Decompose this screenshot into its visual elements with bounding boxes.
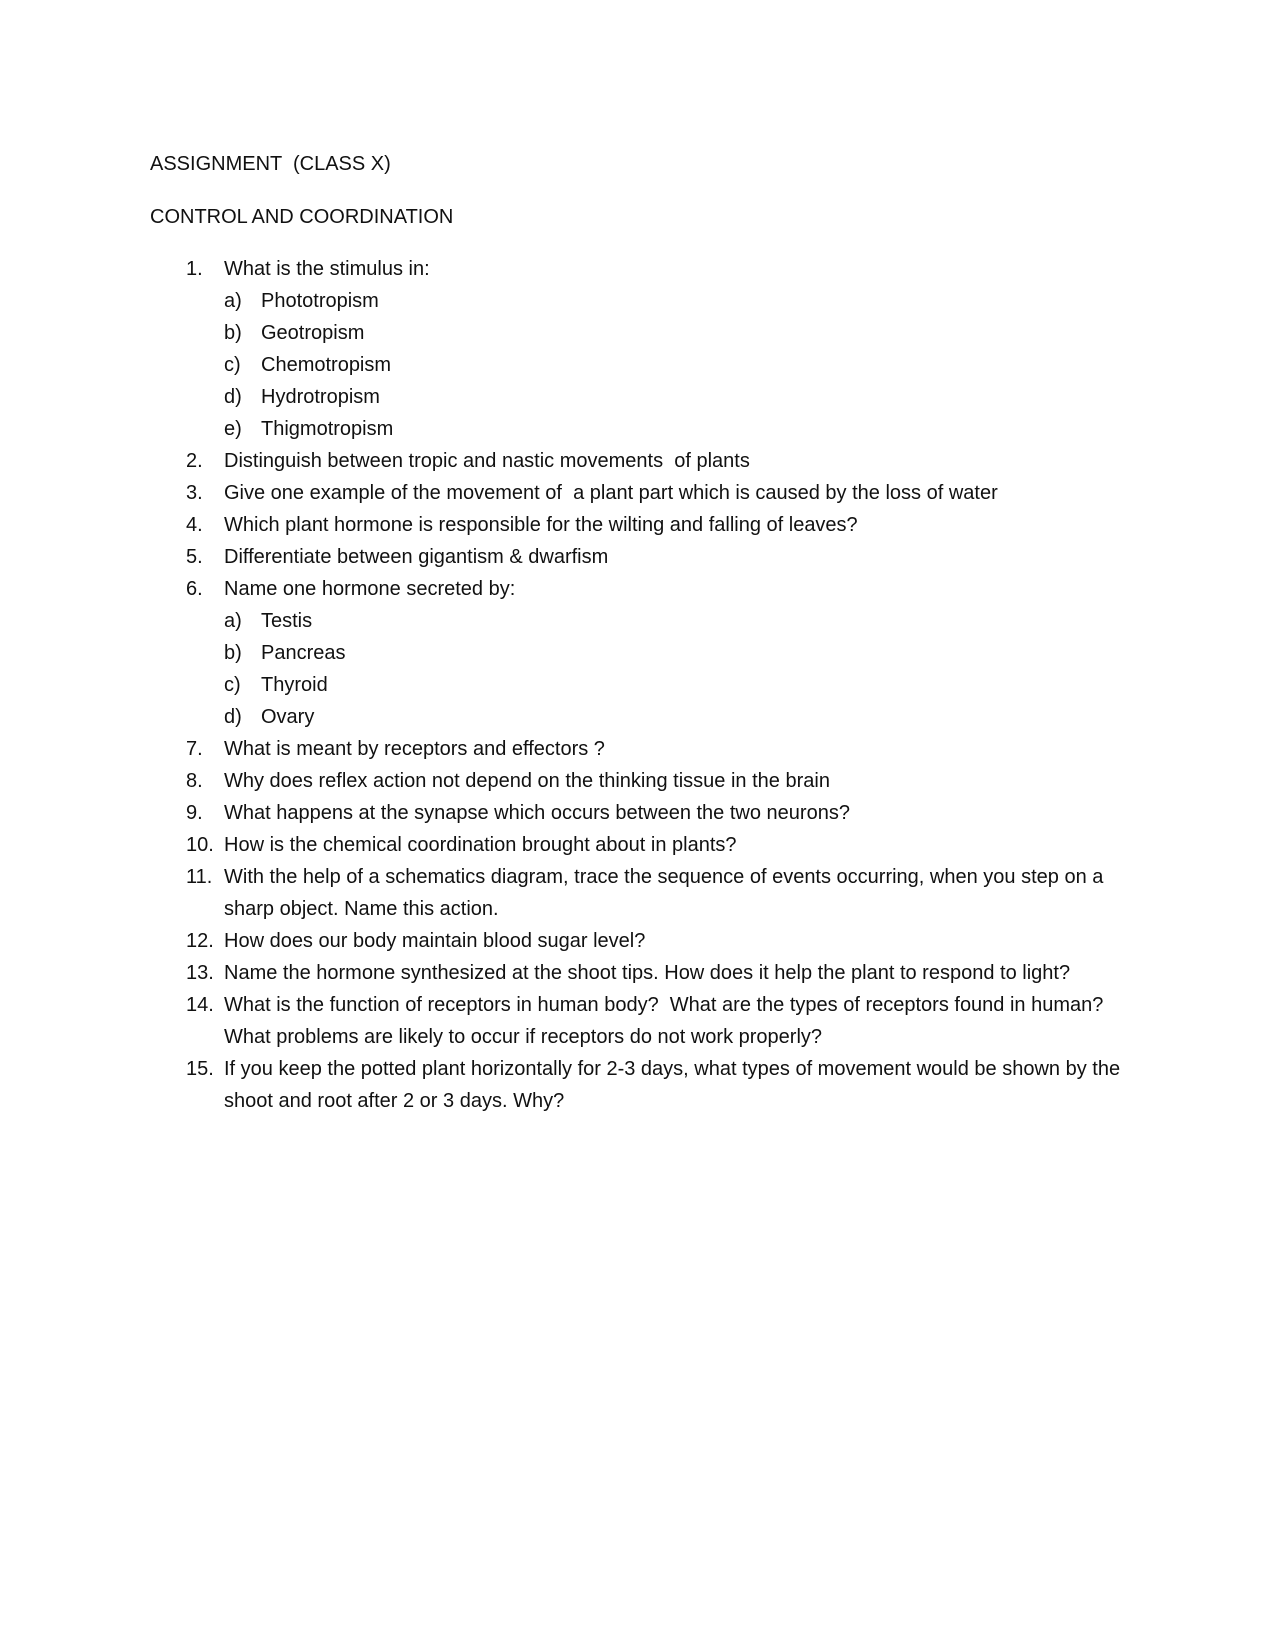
question-text: How does our body maintain blood sugar level? <box>224 930 646 952</box>
question-item <box>150 989 1150 1053</box>
sub-question-text: Chemotropism <box>261 354 392 376</box>
sub-question-item <box>224 285 1150 317</box>
sub-question-text: Testis <box>261 610 313 632</box>
question-item <box>150 829 1150 861</box>
sub-question-letter: d) <box>224 386 242 408</box>
question-number: 11. <box>186 866 213 888</box>
sub-question-item <box>224 317 1150 349</box>
question-text: What is the function of receptors in human body? What are the types of receptors found in human? What problems are likely to occur if receptors do not work properly? <box>224 994 1109 1048</box>
question-number: 14. <box>186 994 214 1016</box>
sub-question-list <box>224 285 1150 445</box>
chapter-title: CONTROL AND COORDINATION <box>150 206 454 228</box>
question-text: Give one example of the movement of a plant part which is caused by the loss of water <box>224 482 998 504</box>
question-text: Distinguish between tropic and nastic movements of plants <box>224 450 750 472</box>
question-text: Which plant hormone is responsible for the wilting and falling of leaves? <box>224 514 858 536</box>
sub-question-letter: b) <box>224 642 242 664</box>
sub-question-letter: a) <box>224 610 242 632</box>
sub-question-text: Phototropism <box>261 290 379 312</box>
sub-question-text: Thigmotropism <box>261 418 394 440</box>
sub-question-item <box>224 381 1150 413</box>
question-item <box>150 573 1150 733</box>
question-text: How is the chemical coordination brought about in plants? <box>224 834 737 856</box>
question-number: 4. <box>186 514 203 536</box>
question-text: What is meant by receptors and effectors ? <box>224 738 605 760</box>
sub-question-text: Hydrotropism <box>261 386 380 408</box>
question-item <box>150 445 1150 477</box>
assignment-title: ASSIGNMENT (CLASS X) <box>150 153 391 175</box>
sub-question-text: Thyroid <box>261 674 328 696</box>
question-number: 2. <box>186 450 203 472</box>
question-item <box>150 253 1150 445</box>
question-item <box>150 797 1150 829</box>
question-number: 12. <box>186 930 214 952</box>
sub-question-text: Geotropism <box>261 322 365 344</box>
question-item <box>150 541 1150 573</box>
sub-question-text: Ovary <box>261 706 315 728</box>
question-item <box>150 477 1150 509</box>
question-text: If you keep the potted plant horizontally for 2-3 days, what types of movement would be shown by the shoot and root after 2 or 3 days. Why? <box>224 1058 1126 1112</box>
sub-question-item <box>224 669 1150 701</box>
question-item <box>150 861 1150 925</box>
question-text: What happens at the synapse which occurs between the two neurons? <box>224 802 850 824</box>
sub-question-letter: b) <box>224 322 242 344</box>
sub-question-item <box>224 605 1150 637</box>
question-number: 1. <box>186 258 203 280</box>
question-number: 3. <box>186 482 203 504</box>
sub-question-letter: c) <box>224 674 241 696</box>
question-number: 10. <box>186 834 214 856</box>
question-number: 8. <box>186 770 203 792</box>
sub-question-text: Pancreas <box>261 642 346 664</box>
sub-question-item <box>224 413 1150 445</box>
question-item <box>150 509 1150 541</box>
question-number: 7. <box>186 738 203 760</box>
question-list <box>150 253 1150 1117</box>
question-text: With the help of a schematics diagram, trace the sequence of events occurring, when you step on a sharp object. Name this action. <box>224 866 1109 920</box>
question-text: Why does reflex action not depend on the thinking tissue in the brain <box>224 770 830 792</box>
question-text: Differentiate between gigantism & dwarfism <box>224 546 609 568</box>
question-text: Name the hormone synthesized at the shoot tips. How does it help the plant to respond to light? <box>224 962 1071 984</box>
question-number: 13. <box>186 962 214 984</box>
question-text: Name one hormone secreted by: <box>224 578 516 600</box>
sub-question-item <box>224 637 1150 669</box>
question-item <box>150 957 1150 989</box>
question-number: 15. <box>186 1058 214 1080</box>
question-number: 5. <box>186 546 203 568</box>
sub-question-list <box>224 605 1150 733</box>
sub-question-letter: a) <box>224 290 242 312</box>
question-item <box>150 1053 1150 1117</box>
question-item <box>150 765 1150 797</box>
sub-question-letter: d) <box>224 706 242 728</box>
sub-question-item <box>224 349 1150 381</box>
sub-question-letter: c) <box>224 354 241 376</box>
question-text: What is the stimulus in: <box>224 258 430 280</box>
question-item <box>150 925 1150 957</box>
question-item <box>150 733 1150 765</box>
question-number: 6. <box>186 578 203 600</box>
question-number: 9. <box>186 802 203 824</box>
sub-question-letter: e) <box>224 418 242 440</box>
sub-question-item <box>224 701 1150 733</box>
